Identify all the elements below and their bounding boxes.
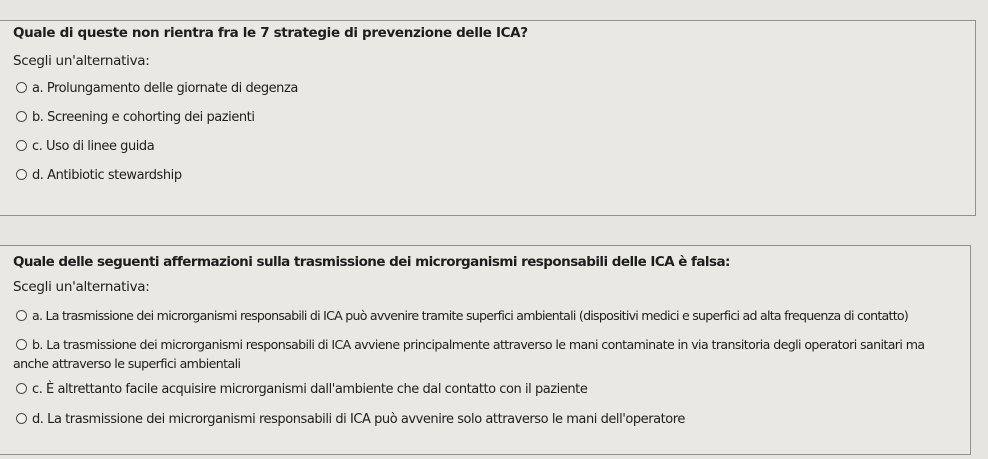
question-2-option-d[interactable]	[16, 410, 960, 429]
radio-button[interactable]	[16, 383, 27, 394]
question-2-text: Quale delle seguenti affermazioni sulla trasmissione dei microrganismi responsabili delle ICA è falsa:	[13, 254, 730, 270]
radio-button[interactable]	[16, 310, 27, 321]
question-1	[0, 20, 976, 216]
question-2-option-a[interactable]	[16, 306, 960, 325]
radio-button[interactable]	[16, 339, 27, 350]
question-2-option-b[interactable]	[13, 335, 960, 373]
option-label: a. La trasmissione dei microrganismi responsabili di ICA può avvenire tramite superfici ambientali (dispositivi medici e superfici ad alta frequenza di contatto)	[32, 308, 908, 323]
option-label: b. La trasmissione dei microrganismi responsabili di ICA avviene principalmente attraverso le mani contaminate in via transitoria degli operatori sanitari ma anche attraverso le superfici ambientali	[13, 337, 925, 371]
question-1-option-c[interactable]	[16, 137, 965, 156]
option-label: d. Antibiotic stewardship	[32, 168, 182, 183]
question-1-option-b[interactable]	[16, 108, 965, 127]
option-label: d. La trasmissione dei microrganismi responsabili di ICA può avvenire solo attraverso le mani dell'operatore	[32, 412, 685, 427]
option-label: c. È altrettanto facile acquisire microrganismi dall'ambiente che dal contatto con il paziente	[32, 382, 588, 397]
radio-button[interactable]	[16, 140, 27, 151]
question-2	[0, 245, 971, 455]
question-2-option-c[interactable]	[16, 380, 960, 399]
question-1-option-a[interactable]	[16, 79, 965, 98]
option-label: c. Uso di linee guida	[32, 139, 155, 154]
radio-button[interactable]	[16, 413, 27, 424]
radio-button[interactable]	[16, 169, 27, 180]
question-1-prompt: Scegli un'alternativa:	[13, 53, 150, 69]
question-2-prompt: Scegli un'alternativa:	[13, 279, 150, 295]
option-label: a. Prolungamento delle giornate di degenza	[32, 81, 298, 96]
radio-button[interactable]	[16, 82, 27, 93]
question-1-option-d[interactable]	[16, 166, 965, 185]
option-label: b. Screening e cohorting dei pazienti	[32, 110, 255, 125]
question-1-text: Quale di queste non rientra fra le 7 strategie di prevenzione delle ICA?	[13, 25, 528, 41]
radio-button[interactable]	[16, 111, 27, 122]
